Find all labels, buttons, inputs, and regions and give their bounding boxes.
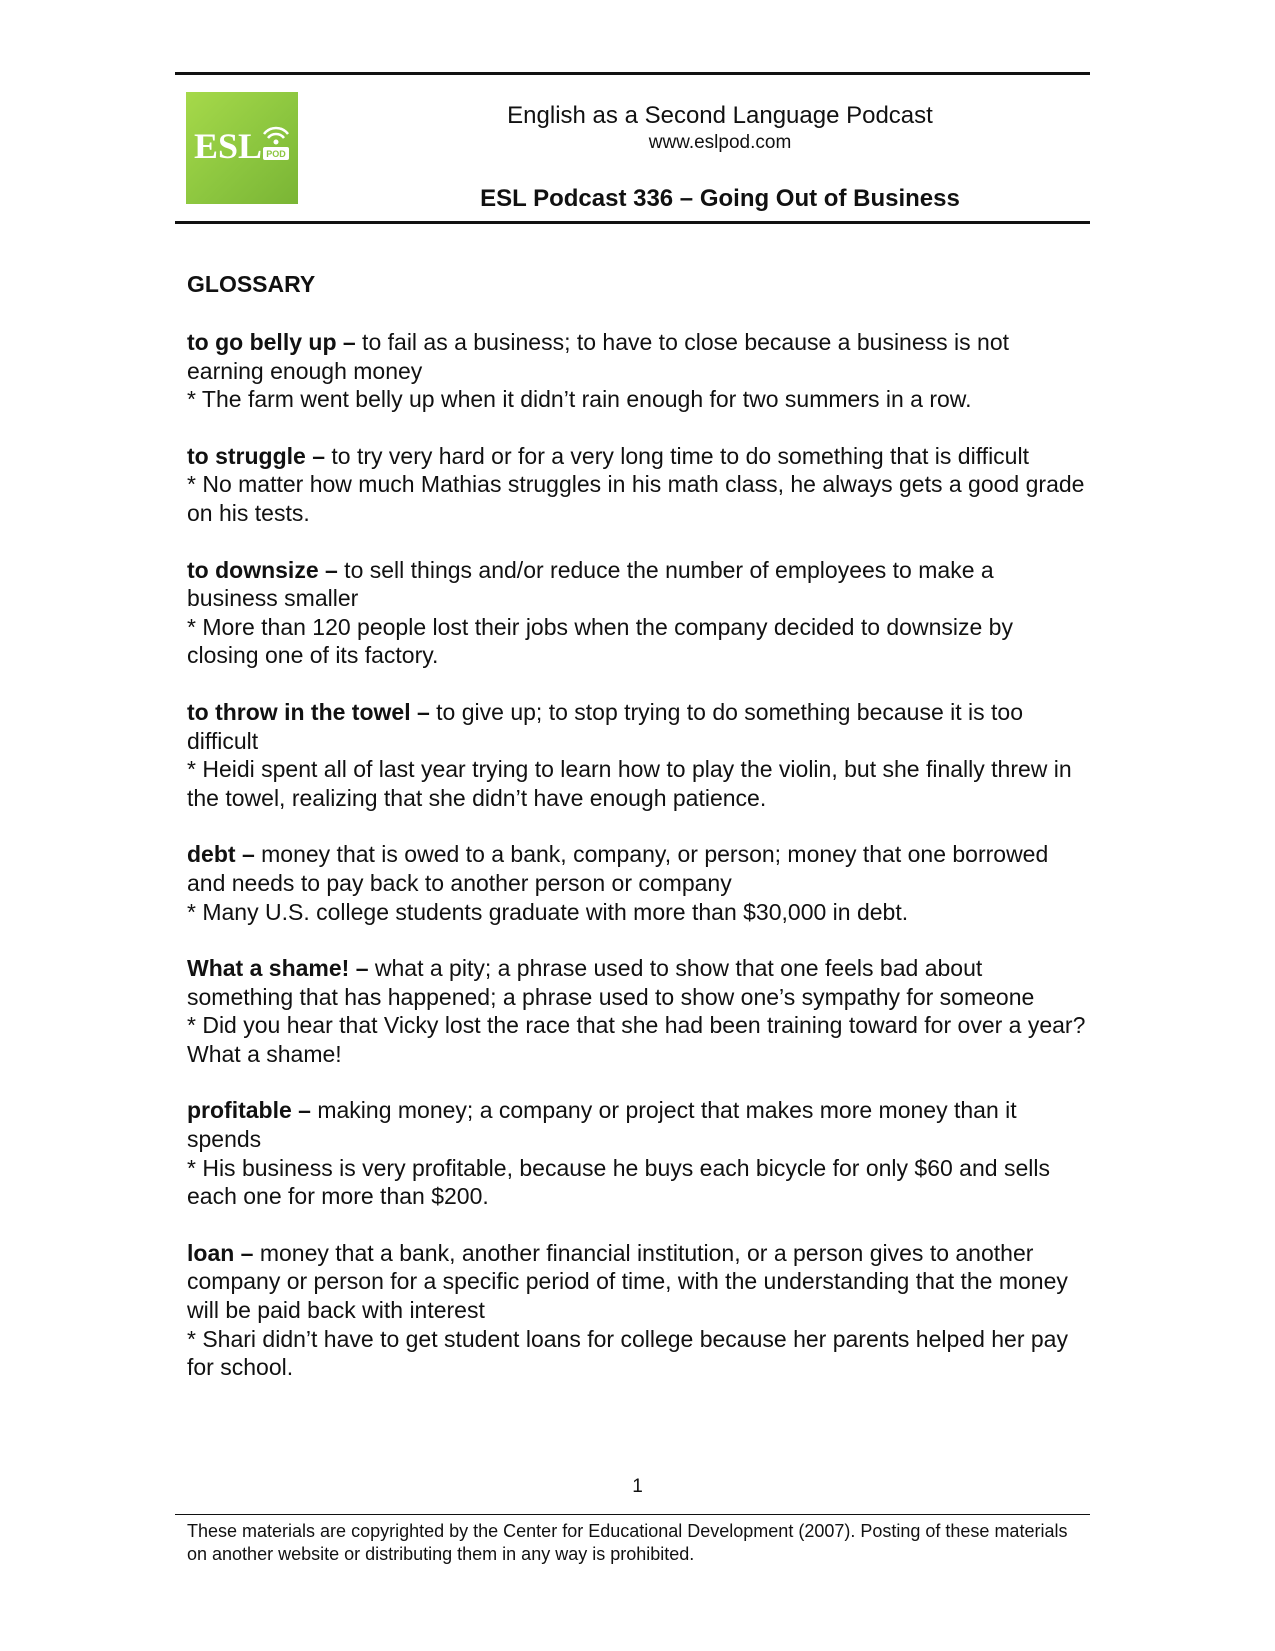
logo-text: ESL (194, 126, 263, 166)
glossary-entry (187, 840, 1087, 926)
glossary-example: * Many U.S. college students graduate with more than $30,000 in debt. (187, 898, 909, 925)
glossary-definition: money that a bank, another financial institution, or a person gives to another company or person for a specific period of time, with the understanding that the money will be paid back with interest (187, 1239, 1068, 1324)
glossary-definition: to fail as a business; to have to close because a business is not earning enough money (187, 329, 1010, 384)
glossary-example: * The farm went belly up when it didn’t rain enough for two summers in a row. (187, 386, 972, 413)
glossary-definition: money that is owed to a bank, company, or person; money that one borrowed and needs to pay back to another person or company (187, 841, 1049, 896)
glossary-entry (187, 1096, 1087, 1210)
header-bottom-rule (175, 221, 1090, 224)
glossary-heading: GLOSSARY (187, 271, 316, 297)
glossary-term: to struggle – (187, 442, 326, 469)
glossary-entry (187, 954, 1087, 1068)
glossary-example: * More than 120 people lost their jobs when the company decided to downsize by closing one of its factory. (187, 613, 1013, 669)
podcast-url: www.eslpod.com (648, 132, 792, 153)
footer-rule (175, 1514, 1090, 1515)
page-number: 1 (632, 1476, 643, 1497)
glossary-definition: to sell things and/or reduce the number of employees to make a business smaller (187, 556, 994, 612)
glossary-entry (187, 556, 1087, 670)
glossary-example: * No matter how much Mathias struggles in his math class, he always gets a good grade on his tests. (187, 471, 1085, 526)
eslpod-logo (186, 92, 298, 204)
glossary-entry (187, 1239, 1087, 1382)
header-top-rule (175, 72, 1090, 75)
glossary-example: * His business is very profitable, because he buys each bicycle for only $60 and sells each one for more than $200. (187, 1154, 1050, 1210)
episode-title: ESL Podcast 336 – Going Out of Business (480, 185, 960, 212)
glossary-term: profitable – (187, 1097, 311, 1124)
glossary-term: to go belly up – (187, 329, 356, 355)
eslpod-logo-graphic (186, 92, 298, 204)
podcast-title: English as a Second Language Podcast (507, 102, 933, 129)
glossary-section (187, 270, 1087, 1410)
glossary-entry (187, 442, 1087, 528)
glossary-term: to downsize – (187, 556, 338, 583)
glossary-term: debt – (187, 841, 255, 868)
glossary-example: * Shari didn’t have to get student loans for college because her parents helped her pay for school. (187, 1325, 1068, 1381)
logo-subtext: POD (266, 149, 286, 159)
copyright-footer: These materials are copyrighted by the Center for Educational Development (2007). Posting of these materials on another website or distributing them in any way is prohibited. (187, 1521, 1068, 1564)
glossary-term: to throw in the towel – (187, 698, 430, 725)
glossary-definition: what a pity; a phrase used to show that one feels bad about something that has happened; a phrase used to show one’s sympathy for someone (187, 955, 1035, 1010)
glossary-definition: making money; a company or project that makes more money than it spends (187, 1097, 1017, 1153)
signal-dot-icon (274, 140, 279, 145)
glossary-definition: to try very hard or for a very long time to do something that is difficult (325, 442, 1029, 469)
glossary-entry (187, 328, 1087, 414)
glossary-term: What a shame! – (187, 955, 369, 982)
glossary-example: * Did you hear that Vicky lost the race that she had been training toward for over a year? What a shame! (187, 1012, 1086, 1067)
glossary-definition: to give up; to stop trying to do something because it is too difficult (187, 698, 1024, 754)
podcast-signal-icon (264, 128, 288, 138)
glossary-term: loan – (187, 1239, 254, 1266)
glossary-entry (187, 698, 1087, 812)
glossary-example: * Heidi spent all of last year trying to learn how to play the violin, but she finally threw in the towel, realizing that she didn’t have enough patience. (187, 756, 1072, 811)
